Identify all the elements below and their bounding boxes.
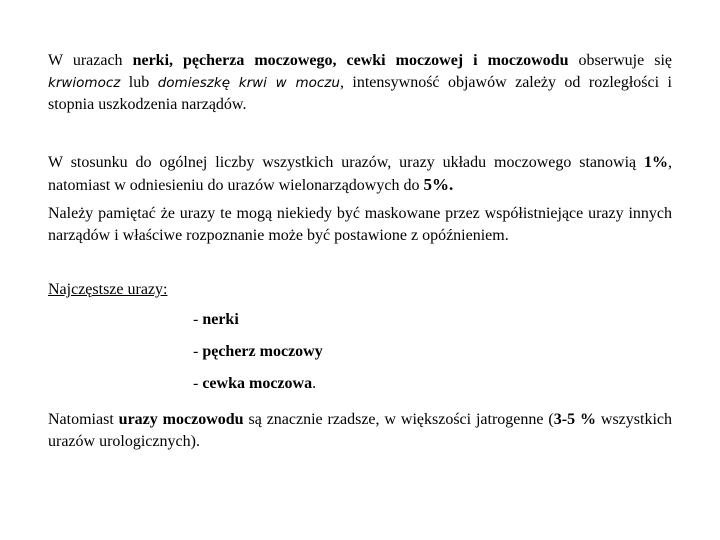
p1-text-2: obserwuje się: [568, 52, 673, 69]
p1-hematuria-italic: krwiomocz: [48, 75, 121, 91]
p2-text-1: W stosunku do ogólnej liczby wszystkich urazów, urazy układu moczowego stanowią: [48, 154, 644, 171]
p1-text-1: W urazach: [48, 52, 133, 69]
p2-text-2: , natomiast w odniesieniu do urazów wielonarządowych do: [48, 154, 672, 194]
p1-blood-in-urine-italic: domieszkę krwi w moczu: [157, 75, 340, 91]
list-item: - cewka moczowa.: [193, 375, 317, 392]
p4-percent-range: 3-5 %: [553, 411, 596, 428]
p4-ureter-bold: urazy moczowodu: [118, 411, 244, 428]
p1-organs-bold: nerki, pęcherza moczowego, cewki moczowej i moczowodu: [132, 52, 569, 69]
paragraph-statistics: [48, 152, 672, 197]
paragraph-ureter-injuries: [48, 409, 672, 453]
p2-one-percent: 1%: [644, 154, 668, 171]
list-item: - nerki: [193, 311, 239, 328]
injury-list: [48, 309, 672, 405]
p1-text-4: , intensywność objawów zależy od rozległości i stopnia uszkodzenia narządów.: [48, 74, 672, 113]
p4-text-1: Natomiast: [48, 411, 119, 428]
p4-text-2: są znacznie rzadsze, w większości jatrogenne (: [243, 411, 554, 428]
list-item: - pęcherz moczowy: [193, 343, 323, 360]
p1-text-3: lub: [120, 74, 158, 91]
list-heading: Najczęstsze urazy:: [48, 281, 168, 298]
document-page: [48, 50, 672, 453]
paragraph-masking-note: Należy pamiętać że urazy te mogą niekiedy być maskowane przez współistniejące urazy innych narządów i właściwe rozpoznanie może być postawione z opóźnieniem.: [48, 205, 672, 244]
paragraph-kidney-injuries: [48, 50, 672, 116]
p2-five-percent: 5%.: [423, 175, 454, 194]
p4-text-3: wszystkich urazów urologicznych).: [48, 411, 672, 450]
